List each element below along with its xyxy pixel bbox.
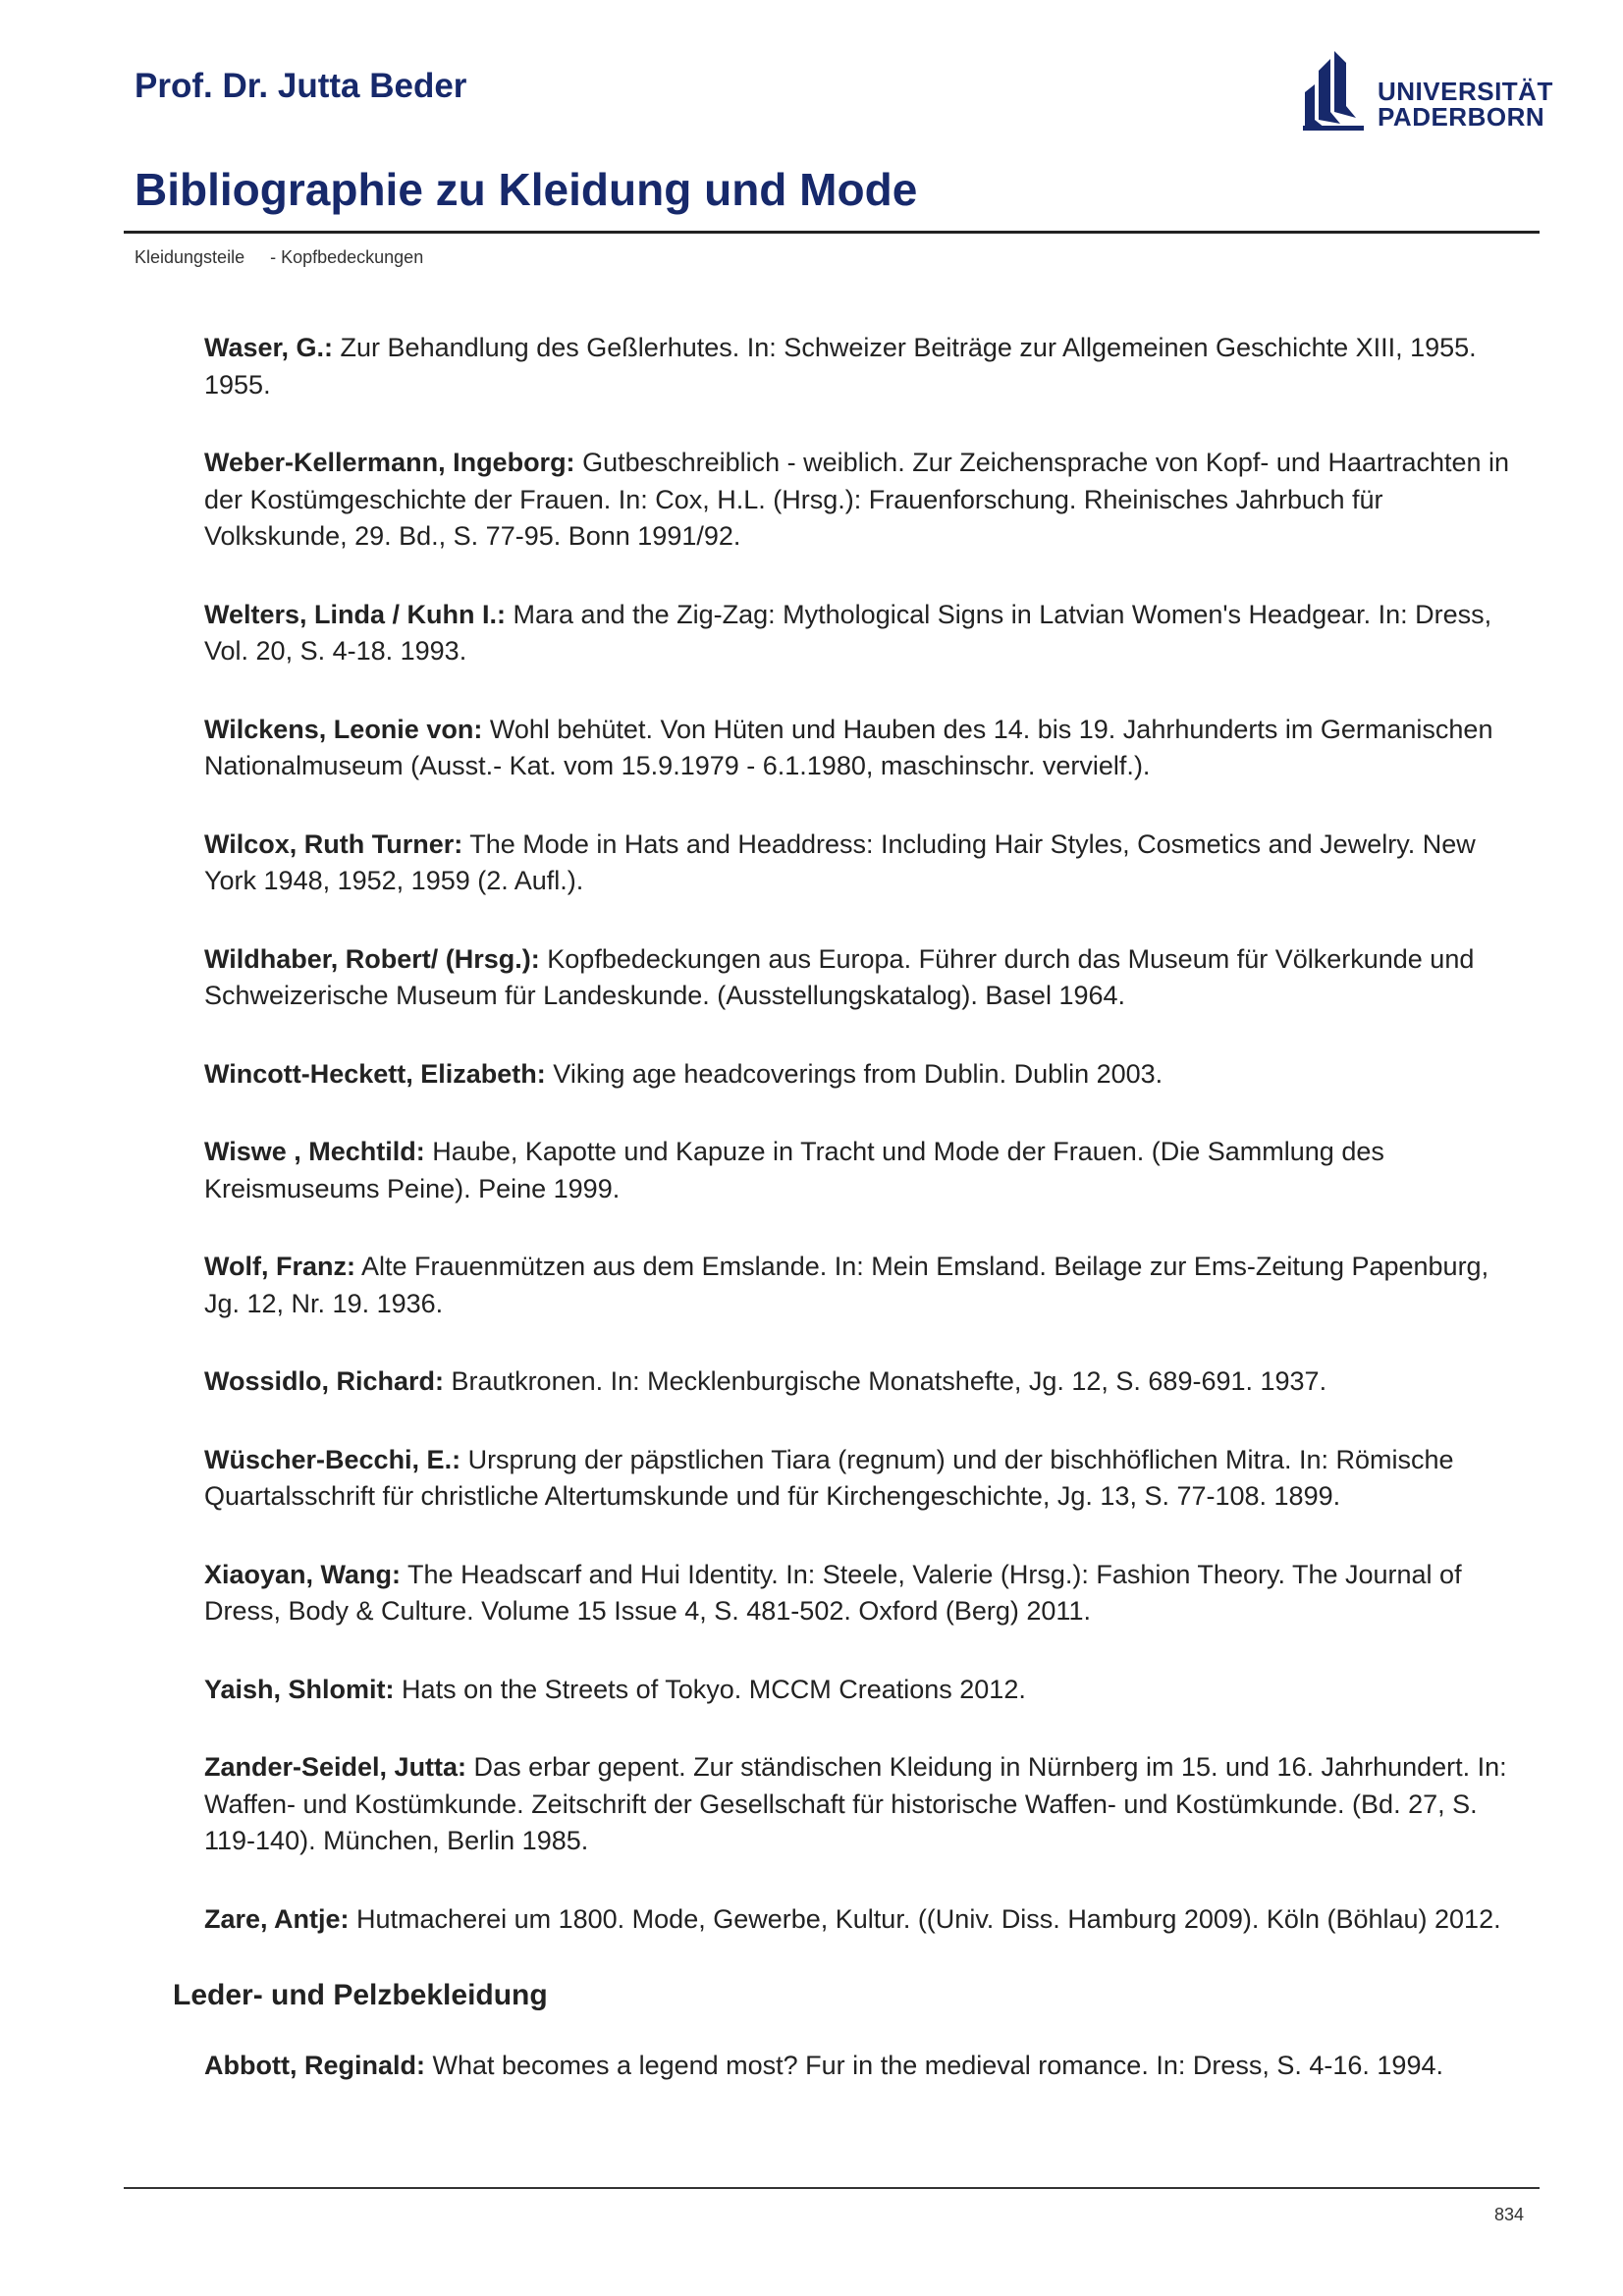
footer-divider	[124, 2187, 1540, 2189]
entry-text: Das erbar gepent. Zur ständischen Kleidung in Nürnberg im 15. und 16. Jahrhundert. In: Waffen- und Kostümkunde. Zeitschrift der Gesellschaft für historische Waffen- und Kostümkunde. (Bd. 27, S. 119-140). München, Berlin 1985.	[204, 1752, 1507, 1855]
entry-text: Hats on the Streets of Tokyo. MCCM Creations 2012.	[394, 1674, 1026, 1704]
entry-text: Brautkronen. In: Mecklenburgische Monatshefte, Jg. 12, S. 689-691. 1937.	[444, 1366, 1327, 1396]
breadcrumb	[135, 247, 423, 268]
entry-author: Yaish, Shlomit:	[204, 1674, 395, 1704]
page-number: 834	[1494, 2205, 1525, 2224]
section-heading: Leder- und Pelzbekleidung	[173, 1979, 548, 2011]
entry-text: Gutbeschreiblich - weiblich. Zur Zeichensprache von Kopf- und Haartrachten in der Kostümgeschichte der Frauen. In: Cox, H.L. (Hrsg.): Frauenforschung. Rheinisches Jahrbuch für Volkskunde, 29. Bd., S. 77-95. Bonn 1991/92.	[204, 448, 1510, 551]
entry-text: Wohl behütet. Von Hüten und Hauben des 14. bis 19. Jahrhunderts im Germanischen Nationalmuseum (Ausst.- Kat. vom 15.9.1979 - 6.1.1980, maschinschr. vervielf.).	[204, 714, 1493, 780]
entry-author: Wilckens, Leonie von:	[204, 714, 483, 744]
bibliography-entry	[204, 712, 1530, 785]
university-logo	[1301, 51, 1553, 132]
entry-text: Mara and the Zig-Zag: Mythological Signs in Latvian Women's Headgear. In: Dress, Vol. 20, S. 4-18. 1993.	[204, 599, 1492, 666]
bibliography-entry	[204, 1442, 1530, 1516]
entry-author: Wildhaber, Robert/ (Hrsg.):	[204, 943, 540, 974]
author-name: Prof. Dr. Jutta Beder	[135, 67, 467, 105]
bibliography-entry	[204, 827, 1530, 900]
bibliography-entry	[204, 597, 1530, 670]
breadcrumb-category: Kleidungsteile	[135, 247, 245, 267]
entry-author: Zare, Antje:	[204, 1903, 350, 1934]
breadcrumb-subcategory: - Kopfbedeckungen	[270, 247, 424, 267]
bibliography-entry	[204, 1134, 1530, 1207]
bibliography-entry	[204, 1056, 1530, 1094]
entry-author: Abbott, Reginald:	[204, 2051, 425, 2080]
bibliography-entry	[204, 1749, 1530, 1860]
entry-text: Haube, Kapotte und Kapuze in Tracht und Mode der Frauen. (Die Sammlung des Kreismuseums Peine). Peine 1999.	[204, 1137, 1384, 1203]
bibliography-entry	[204, 445, 1530, 556]
entry-author: Wolf, Franz:	[204, 1252, 355, 1281]
page-title: Bibliographie zu Kleidung und Mode	[135, 164, 918, 215]
entry-author: Wincott-Heckett, Elizabeth:	[204, 1058, 546, 1089]
entry-text: Alte Frauenmützen aus dem Emslande. In: Mein Emsland. Beilage zur Ems-Zeitung Papenburg, Jg. 12, Nr. 19. 1936.	[204, 1252, 1489, 1318]
entry-text: Kopfbedeckungen aus Europa. Führer durch das Museum für Völkerkunde und Schweizerische Museum für Landeskunde. (Ausstellungskatalog). Basel 1964.	[204, 943, 1475, 1010]
bibliography-entry	[204, 1901, 1530, 1939]
entry-text: Ursprung der päpstlichen Tiara (regnum) und der bischhöflichen Mitra. In: Römische Quartalsschrift für christliche Altertumskunde und für Kirchengeschichte, Jg. 13, S. 77-108. 1899.	[204, 1444, 1454, 1511]
entry-text: Zur Behandlung des Geßlerhutes. In: Schweizer Beiträge zur Allgemeinen Geschichte XIII, 1955. 1955.	[204, 333, 1477, 400]
entry-text: Hutmacherei um 1800. Mode, Gewerbe, Kultur. ((Univ. Diss. Hamburg 2009). Köln (Böhlau) 2012.	[349, 1903, 1501, 1934]
entry-author: Wossidlo, Richard:	[204, 1366, 445, 1396]
bibliography-entry	[204, 1557, 1530, 1630]
entry-author: Weber-Kellermann, Ingeborg:	[204, 448, 575, 477]
bibliography-entry	[204, 330, 1530, 403]
entry-text: The Mode in Hats and Headdress: Including Hair Styles, Cosmetics and Jewelry. New York 1948, 1952, 1959 (2. Aufl.).	[204, 828, 1476, 895]
logo-text-line2: PADERBORN	[1378, 102, 1545, 132]
bibliography-list	[173, 330, 1530, 2126]
entry-author: Wüscher-Becchi, E.:	[204, 1444, 461, 1474]
entry-text: The Headscarf and Hui Identity. In: Steele, Valerie (Hrsg.): Fashion Theory. The Journal of Dress, Body & Culture. Volume 15 Issue 4, S. 481-502. Oxford (Berg) 2011.	[204, 1559, 1462, 1626]
bibliography-entry	[204, 941, 1530, 1015]
entry-text: What becomes a legend most? Fur in the medieval romance. In: Dress, S. 4-16. 1994.	[424, 2051, 1443, 2080]
entry-author: Waser, G.:	[204, 333, 334, 362]
bibliography-entry	[204, 1249, 1530, 1322]
entry-author: Xiaoyan, Wang:	[204, 1559, 402, 1589]
bibliography-entry	[204, 1363, 1530, 1401]
entry-author: Wilcox, Ruth Turner:	[204, 828, 463, 859]
university-logo-icon	[1301, 51, 1368, 132]
logo-text-line1: UNIVERSITÄT	[1378, 77, 1553, 106]
entry-text: Viking age headcoverings from Dublin. Dublin 2003.	[545, 1058, 1163, 1089]
header-divider	[124, 231, 1540, 234]
entry-author: Welters, Linda / Kuhn I.:	[204, 599, 507, 629]
bibliography-entry	[204, 2048, 1530, 2085]
entry-author: Wiswe , Mechtild:	[204, 1137, 425, 1166]
bibliography-entry	[204, 1672, 1530, 1709]
entry-author: Zander-Seidel, Jutta:	[204, 1752, 467, 1782]
